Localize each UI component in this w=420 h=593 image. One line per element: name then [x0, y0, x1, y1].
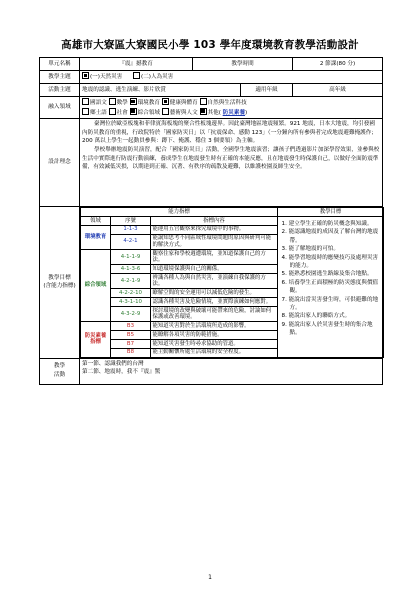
time-label: 教學時間 [193, 58, 293, 71]
activity-topic-value: 地震的認識、逃生演練、影片欣賞 [80, 84, 241, 97]
domain-checkbox[interactable] [82, 98, 89, 105]
indicator-id: B3 [111, 322, 151, 331]
domain-item: 其他( [207, 109, 221, 116]
goal-item: 6. 培養學生正面積極的防災態度與價值觀。 [281, 279, 379, 295]
indicator-text: 探討環境的改變與破壞可能帶來的危險，討論如何保護或改善環境。 [151, 307, 278, 322]
lesson-plan-table [39, 57, 383, 385]
goal-item: 7. 能說出當災害發生時，可供避難的地方。 [281, 296, 379, 312]
objectives-label: 教學目標 (含能力指標) [40, 207, 80, 358]
domain-item: 鄉土語 [90, 109, 107, 116]
topic-checkbox-human[interactable] [133, 72, 140, 79]
indicator-text: 瞭解空間的安全運用可以減低危險的發生。 [151, 289, 278, 298]
objectives-table [80, 207, 384, 357]
domain-checkbox[interactable] [130, 108, 137, 115]
indicator-id: B5 [111, 331, 151, 340]
indicator-id: B7 [111, 339, 151, 348]
domain-integrated: 綜合領域 [81, 249, 111, 321]
activity-item: 第二節、地震時，我不『震』驚 [82, 369, 161, 376]
page-title: 高雄市大寮區大寮國民小學 103 學年度環境教育教學活動設計 [61, 39, 359, 51]
indicator-text: 辨識各種人為與自然災害，並演練自我保護的方法。 [151, 274, 278, 289]
domain-checkbox[interactable] [109, 108, 116, 115]
domain-checkbox[interactable] [162, 108, 169, 115]
indicator-id: 4-1-1-9 [111, 249, 151, 264]
goal-item: 9. 能說出家人於災害發生時的集合地點。 [281, 321, 373, 337]
domain-item: 健康與體育 [169, 100, 198, 106]
goals-cell [278, 216, 384, 357]
indicator-text: 知道環境保護與自己的關係。 [151, 265, 278, 274]
domain-checkbox[interactable] [130, 98, 137, 105]
col-content: 指標內容 [151, 216, 278, 225]
page-number: 1 [208, 574, 212, 581]
activities-cell [80, 358, 383, 384]
rationale-paragraph-2: 學校舉辦地震防災演習，配合「國家防災日」活動，全國學生地震演習；讓孩子們透過影片加深學習效果，並參與校生活中實際進行防震行動演練，養成學生在地震發生時有正確的本能反應，且在地震發生時保護自己，以做好全面防震準備，有效減低災損，以期達到正確、沉著、有秩序的疏散及避難，以維護校園及師生安全。 [82, 146, 380, 171]
topic-opt-natural: (一)天然災害 [90, 74, 123, 81]
domain-checkbox[interactable] [200, 108, 207, 115]
domain-item: ) [245, 109, 248, 116]
indicator-text: 能瞭解各項災害的防範措施。 [151, 331, 278, 340]
indicator-text: 認識各種災害及危險情境，並實際演練如何應對。 [151, 298, 278, 307]
domain-item-other: 防災素養 [222, 109, 246, 116]
indicator-id: 4-2-2-10 [111, 289, 151, 298]
topic-label: 教學主題 [40, 71, 80, 84]
goal-item: 3. 能了解地震的可怕。 [281, 246, 339, 253]
domain-checkbox[interactable] [82, 108, 89, 115]
topic-checkbox-natural[interactable] [82, 72, 89, 79]
goal-item: 1. 建立學生正確的防災概念與知識。 [281, 220, 373, 227]
domain-item: 自然與生活科技 [207, 100, 247, 106]
rationale-text [80, 119, 383, 207]
indicator-id: B8 [111, 348, 151, 357]
indicator-text: 觀察住家和學校週遭環境，並知道保護自己的方法。 [151, 249, 278, 264]
col-index: 序號 [111, 216, 151, 225]
domain-item: 藝術與人文 [169, 109, 198, 116]
goal-item: 4. 能學習地震時的應變技巧及處理災害的能力。 [281, 254, 379, 269]
indicator-text: 能譲知思考不同區域性環境問題的原因與研判可能的解決方式。 [151, 234, 278, 249]
objectives-cell [80, 207, 383, 358]
grade-label: 適用年級 [241, 84, 293, 97]
indicator-id: 4-2-1 [111, 234, 151, 249]
domain-item: 綜合領域 [137, 109, 160, 116]
unit-value: 『震』撼教育 [80, 58, 193, 71]
topic-opt-human: (二)人為災害 [141, 74, 174, 81]
domain-env: 環境教育 [81, 225, 111, 249]
domains-label: 融入領域 [40, 97, 80, 119]
domains-checklist [80, 97, 383, 119]
goals-list [280, 220, 382, 338]
domain-checkbox[interactable] [200, 98, 207, 105]
rationale-paragraph-1: 臺灣位於歐亞板塊和菲律賓海板塊的聚合性板塊邊界。因此臺灣地區地震頻繁。921 地震，日本大地震，均引發國內防災教育的重視，行政院特於「國家防災日」以「抗震保命、感動 123」（一分鐘內所有參與者完成地震避難掩護作；200 萬以上學生一起動員參與：蹲下、掩護、穩住 3 個要領）為主軸。 [82, 121, 377, 145]
domain-item: 環境教育 [137, 100, 160, 106]
time-value: 2 節課(80 分) [293, 58, 383, 71]
domain-item: 數學 [116, 100, 128, 106]
activity-topic-label: 活動主題 [40, 84, 80, 97]
ability-header: 能力指標 [81, 208, 278, 217]
goal-item: 5. 能熟悉校園逃生路線及集合地點。 [281, 271, 373, 278]
goal-item: 2. 能認識地震的成因及了解台灣的地震帶。 [281, 229, 379, 244]
topic-options [80, 71, 383, 84]
unit-label: 單元名稱 [40, 58, 80, 71]
indicator-text: 能知道災害發生時尋求協助的管道。 [151, 339, 278, 348]
indicator-text: 能運用五官觀察來探究環境中的事物。 [151, 225, 278, 234]
domain-item: 國語文 [90, 100, 107, 106]
activity-item: 第一節、認識我們的台灣 [82, 360, 144, 367]
col-domain: 領域 [81, 216, 111, 225]
goal-header: 教學目標 [278, 208, 384, 217]
indicator-id: 4-3-1-10 [111, 298, 151, 307]
indicator-id: 1-1-3 [111, 225, 151, 234]
rationale-label: 設計理念 [40, 119, 80, 207]
indicator-text: 能知道災害對於生活環境所造成的影響。 [151, 322, 278, 331]
activities-label: 教學 活動 [40, 358, 80, 384]
domain-checkbox[interactable] [162, 98, 169, 105]
indicator-id: 4-2-1-9 [111, 274, 151, 289]
grade-value: 高年級 [293, 84, 383, 97]
goal-item: 8. 能說出家人的聯絡方式。 [281, 313, 351, 320]
indicator-id: 4-1-3-6 [111, 265, 151, 274]
domain-disaster: 防災素養指標 [81, 322, 111, 357]
domain-item: 社會 [116, 109, 128, 116]
indicator-id: 4-3-2-9 [111, 307, 151, 322]
indicator-text: 能主動關懷所處生活環境的安全程度。 [151, 348, 278, 357]
domain-checkbox[interactable] [109, 98, 116, 105]
